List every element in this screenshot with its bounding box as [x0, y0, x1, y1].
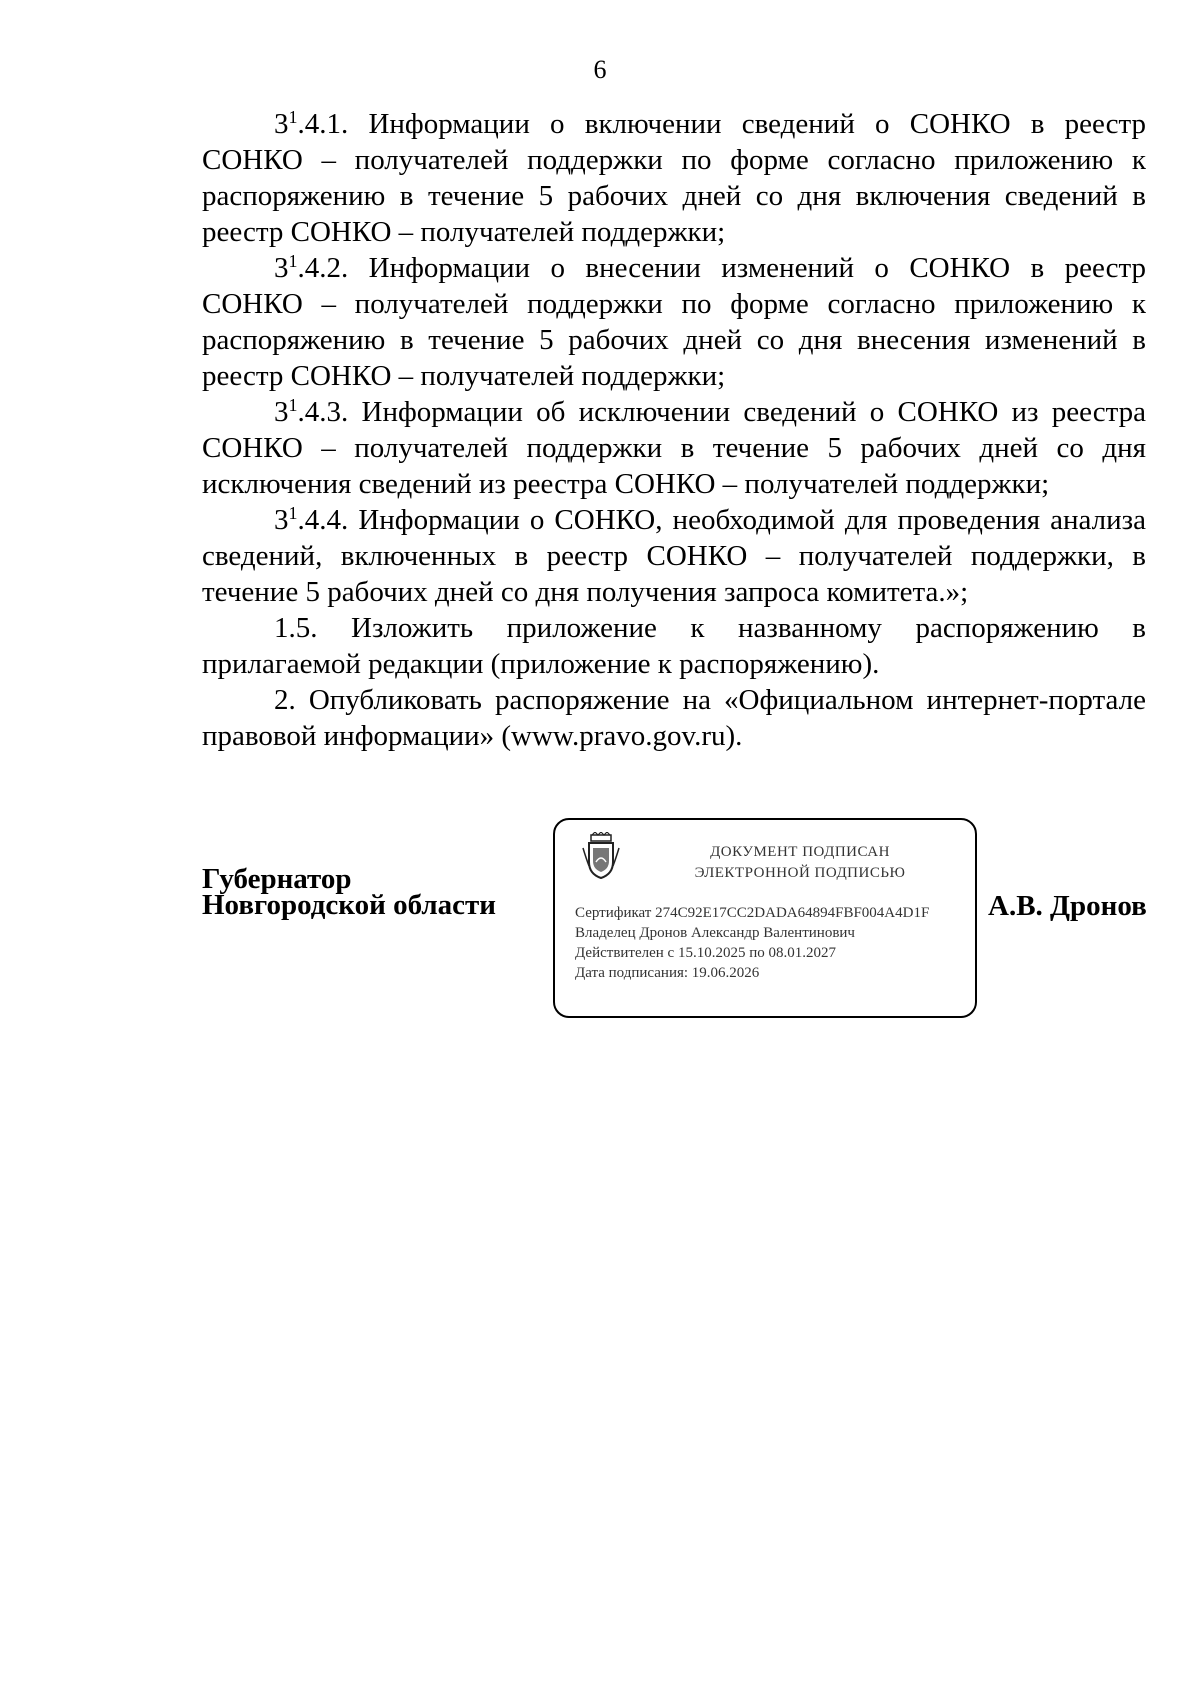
paragraph-3-1-4-1 [202, 106, 1146, 250]
document-body [202, 106, 1146, 754]
paragraph-3-1-4-4 [202, 502, 1146, 610]
stamp-header-line1: ДОКУМЕНТ ПОДПИСАН [710, 844, 890, 860]
paragraph-1-5 [202, 610, 1146, 682]
clause-number: 3 [274, 396, 289, 428]
paragraph-3-1-4-3 [202, 394, 1146, 502]
signer-title-line1: Губернатор [202, 863, 352, 895]
clause-number: 3 [274, 108, 289, 140]
clause-superscript: 1 [288, 395, 298, 415]
stamp-certificate: Сертификат 274C92E17CC2DADA64894FBF004A4D1F [575, 905, 930, 921]
paragraph-text: .4.4. Информации о СОНКО, необходимой для проведения анализа сведений, включенных в реестр СОНКО – получателей поддержки, в течение 5 рабочих дней со дня получения запроса комитета.»; [202, 504, 1146, 608]
clause-number: 3 [274, 504, 289, 536]
stamp-header-line2: ЭЛЕКТРОННОЙ ПОДПИСЬЮ [694, 865, 906, 881]
clause-superscript: 1 [288, 107, 298, 127]
stamp-header [645, 842, 955, 884]
paragraph-text: .4.1. Информации о включении сведений о СОНКО в реестр СОНКО – получателей поддержки по форме согласно приложению к распоряжению в течение 5 рабочих дней со дня включения сведений в реестр СОНКО – получателей поддержки; [202, 108, 1146, 248]
signer-name: А.В. Дронов [988, 890, 1147, 922]
paragraph-text: .4.2. Информации о внесении изменений о СОНКО в реестр СОНКО – получателей поддержки по форме согласно приложению к распоряжению в течение 5 рабочих дней со дня внесения изменений в реестр СОНКО – получателей поддержки; [202, 252, 1146, 392]
paragraph-text: .4.3. Информации об исключении сведений о СОНКО из реестра СОНКО – получателей поддержки в течение 5 рабочих дней со дня исключения сведений из реестра СОНКО – получателей поддержки; [202, 396, 1146, 500]
coat-of-arms-icon [581, 832, 621, 880]
stamp-details [575, 903, 970, 983]
clause-superscript: 1 [288, 251, 298, 271]
paragraph-3-1-4-2 [202, 250, 1146, 394]
paragraph-text: 2. Опубликовать распоряжение на «Официальном интернет-портале правовой информации» (www.pravo.gov.ru). [202, 684, 1146, 752]
stamp-owner: Владелец Дронов Александр Валентинович [575, 925, 855, 941]
paragraph-text: 1.5. Изложить приложение к названному распоряжению в прилагаемой редакции (приложение к распоряжению). [202, 612, 1146, 680]
stamp-validity: Действителен с 15.10.2025 по 08.01.2027 [575, 945, 836, 961]
stamp-signed-date: Дата подписания: 19.06.2026 [575, 965, 760, 981]
electronic-signature-stamp [553, 818, 977, 1018]
signer-title-line2: Новгородской области [202, 889, 496, 921]
clause-number: 3 [274, 252, 289, 284]
paragraph-2 [202, 682, 1146, 754]
page-number: 6 [593, 55, 607, 84]
clause-superscript: 1 [288, 503, 298, 523]
signer-title [202, 863, 502, 921]
